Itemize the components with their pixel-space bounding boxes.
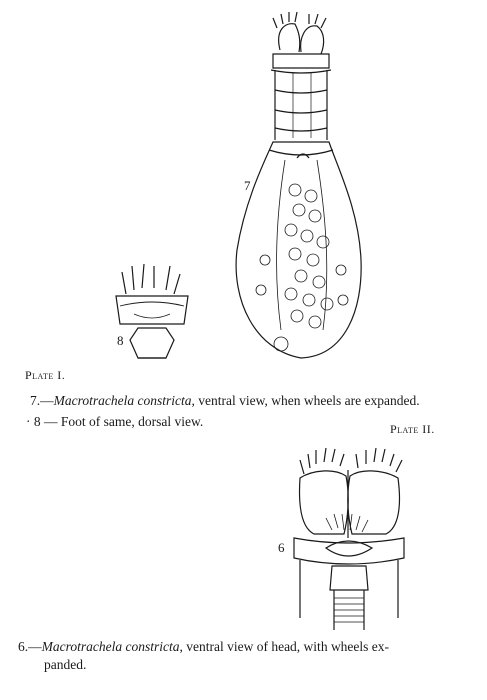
caption-figure-7 xyxy=(30,392,420,410)
figure-8-number: 8 xyxy=(117,333,124,348)
plate-1-label: Plate I. xyxy=(25,368,66,382)
caption-figure-8-prefix: · 8 — xyxy=(26,414,58,429)
caption-figure-6-prefix: 6.— xyxy=(18,639,42,654)
caption-figure-8 xyxy=(26,413,203,431)
figure-6-number: 6 xyxy=(278,540,285,555)
caption-figure-6 xyxy=(18,638,389,656)
caption-figure-7-species: Macrotrachela constricta xyxy=(53,393,192,408)
caption-figure-7-text: , ventral view, when wheels are expanded. xyxy=(191,393,420,408)
plate-2-label: Plate II. xyxy=(390,422,435,436)
caption-figure-6-continued: panded. xyxy=(44,657,87,672)
caption-figure-8-text: Foot of same, dorsal view. xyxy=(60,414,204,429)
caption-figure-6-species: Macrotrachela constricta xyxy=(41,639,180,654)
figure-7-number: 7 xyxy=(244,178,251,193)
caption-figure-6-text: , ventral view of head, with wheels ex- xyxy=(179,639,390,654)
figure-8-illustration xyxy=(104,260,200,370)
figure-6-illustration xyxy=(286,448,426,634)
caption-figure-7-prefix: 7.— xyxy=(30,393,54,408)
